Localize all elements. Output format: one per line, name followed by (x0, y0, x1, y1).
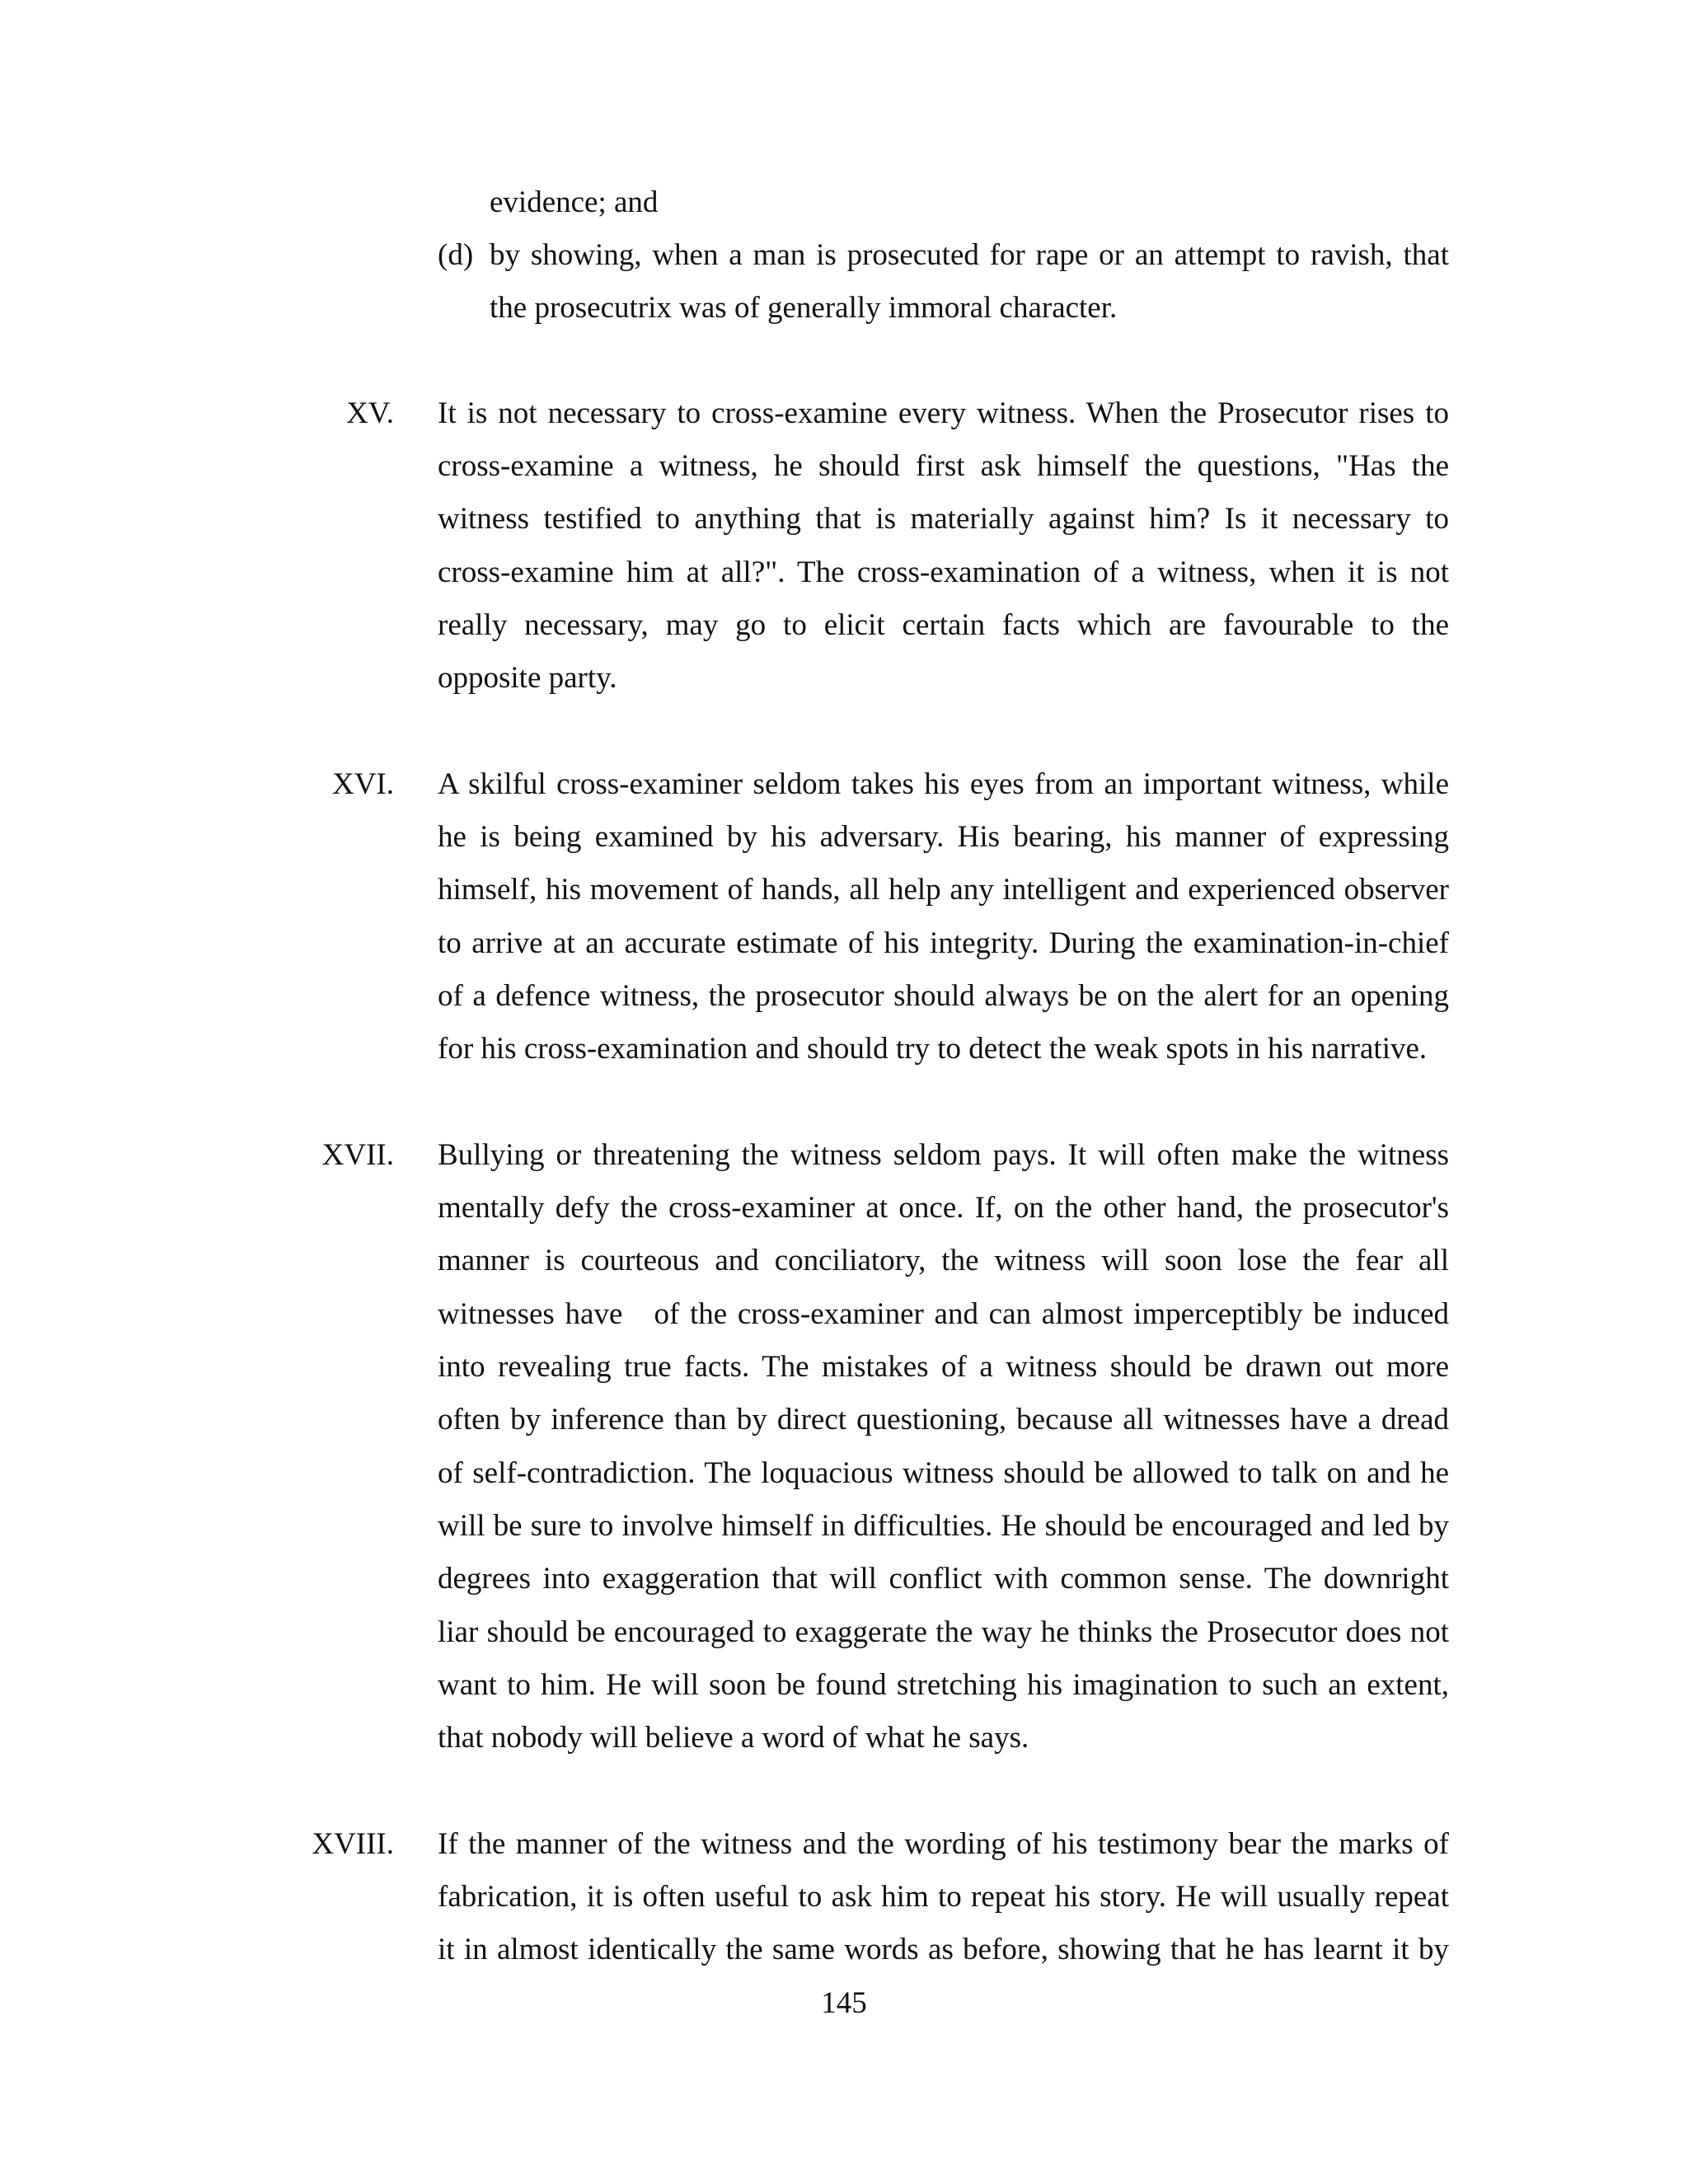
paragraph-line: want to him. He will soon be found stretching his imagination to such an extent, (438, 1668, 1449, 1702)
paragraph-line: himself, his movement of hands, all help any intelligent and experienced observer (438, 873, 1449, 907)
paragraph-line: for his cross-examination and should try to detect the weak spots in his narrative. (438, 1032, 1428, 1066)
continuation-line: evidence; and (490, 185, 659, 219)
paragraph-line: cross-examine a witness, he should first ask himself the questions, "Has the (438, 449, 1449, 483)
paragraph-line: witnesses have of the cross-examiner and can almost imperceptibly be induced (438, 1297, 1449, 1331)
paragraph-line: of self-contradiction. The loquacious witness should be allowed to talk on and he (438, 1456, 1449, 1490)
paragraph-line: witness testified to anything that is materially against him? Is it necessary to (438, 502, 1449, 536)
paragraph-number-xv: XV. (346, 396, 394, 430)
paragraph-line: A skilful cross-examiner seldom takes his eyes from an important witness, while (438, 767, 1449, 801)
paragraph-line: will be sure to involve himself in difficulties. He should be encouraged and led by (438, 1509, 1449, 1543)
paragraph-line: of a defence witness, the prosecutor should always be on the alert for an opening (438, 979, 1449, 1013)
paragraph-line: it in almost identically the same words as before, showing that he has learnt it by (438, 1933, 1449, 1966)
page-number: 145 (821, 1986, 867, 2020)
list-marker-d: (d) (438, 238, 474, 272)
paragraph-line: manner is courteous and conciliatory, the witness will soon lose the fear all (438, 1244, 1449, 1277)
paragraph-number-xviii: XVIII. (312, 1827, 394, 1861)
paragraph-line: degrees into exaggeration that will conflict with common sense. The downright (438, 1562, 1449, 1596)
item-d-line: the prosecutrix was of generally immoral character. (490, 291, 1118, 325)
paragraph-line: Bullying or threatening the witness seldom pays. It will often make the witness (438, 1138, 1449, 1172)
paragraph-line: into revealing true facts. The mistakes of a witness should be drawn out more (438, 1350, 1449, 1384)
paragraph-line: If the manner of the witness and the wording of his testimony bear the marks of (438, 1827, 1449, 1861)
paragraph-line: fabrication, it is often useful to ask him to repeat his story. He will usually repeat (438, 1880, 1449, 1914)
paragraph-line: to arrive at an accurate estimate of his integrity. During the examination-in-chief (438, 926, 1449, 960)
paragraph-line: cross-examine him at all?". The cross-examination of a witness, when it is not (438, 555, 1449, 589)
paragraph-number-xvi: XVI. (331, 767, 394, 801)
paragraph-line: often by inference than by direct questioning, because all witnesses have a dread (438, 1403, 1449, 1436)
item-d-line: by showing, when a man is prosecuted for rape or an attempt to ravish, that (490, 238, 1449, 272)
paragraph-line: opposite party. (438, 661, 617, 695)
paragraph-line: really necessary, may go to elicit certain facts which are favourable to the (438, 608, 1449, 642)
paragraph-number-xvii: XVII. (321, 1138, 394, 1172)
paragraph-line: he is being examined by his adversary. His bearing, his manner of expressing (438, 820, 1449, 854)
paragraph-line: liar should be encouraged to exaggerate the way he thinks the Prosecutor does not (438, 1615, 1449, 1649)
paragraph-line: that nobody will believe a word of what he says. (438, 1721, 1029, 1755)
paragraph-line: mentally defy the cross-examiner at once. If, on the other hand, the prosecutor's (438, 1191, 1449, 1225)
paragraph-line: It is not necessary to cross-examine every witness. When the Prosecutor rises to (438, 396, 1449, 430)
